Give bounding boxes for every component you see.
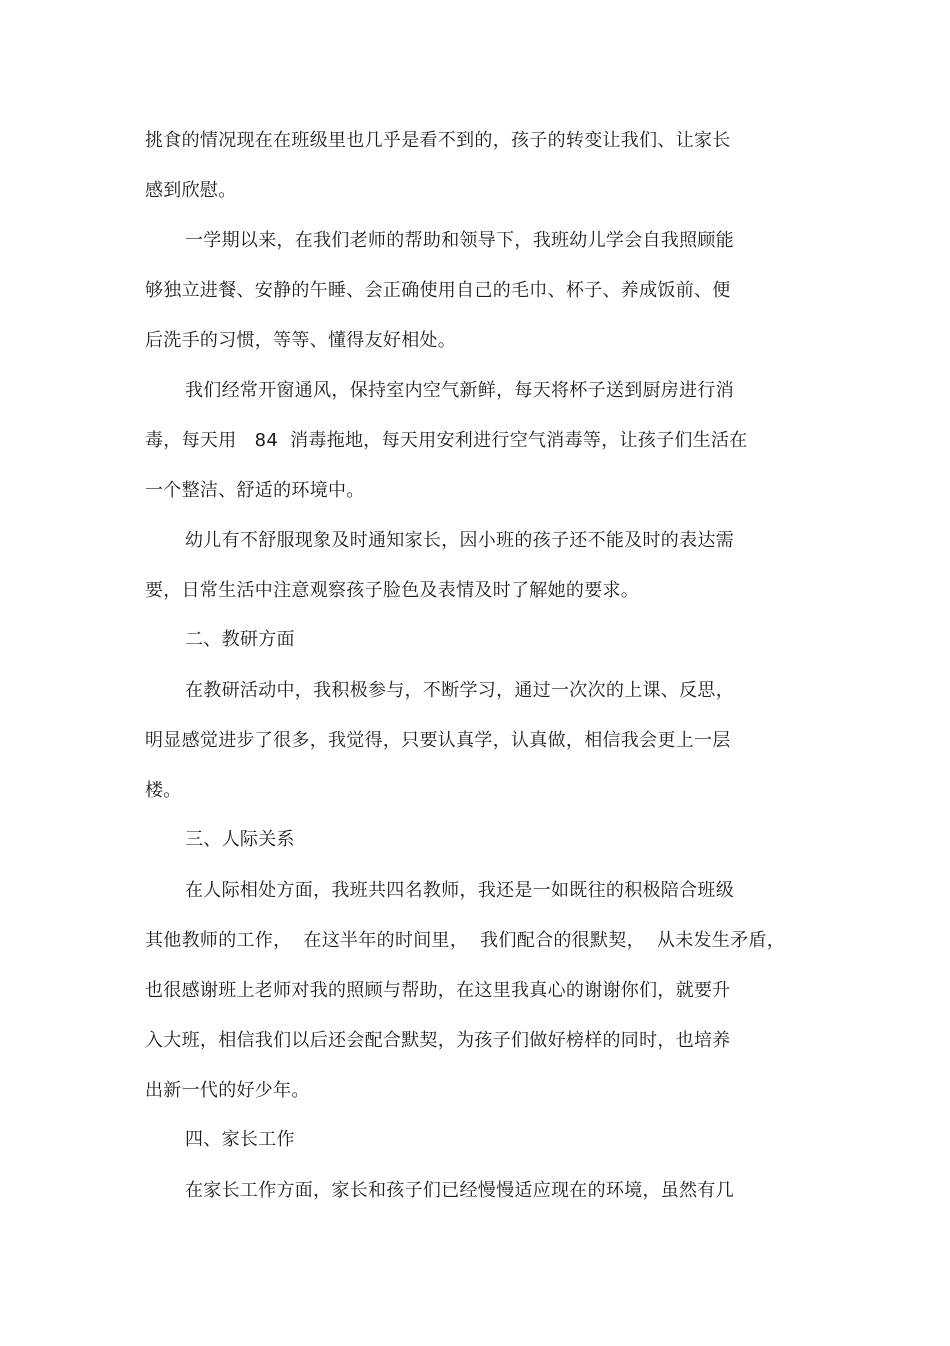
paragraph-start-line: 幼儿有不舒服现象及时通知家长，因小班的孩子还不能及时的表达需 — [185, 530, 734, 551]
paragraph-start-line: 我们经常开窗通风，保持室内空气新鲜，每天将杯子送到厨房进行消 — [185, 380, 734, 401]
text-line: 感到欣慰。 — [145, 180, 237, 201]
text-line: 够独立进餐、安静的午睡、会正确使用自己的毛巾、杯子、养成饭前、便 — [145, 280, 731, 301]
text-line: 毒，每天用 84 消毒拖地，每天用安利进行空气消毒等，让孩子们生活在 — [145, 430, 748, 451]
text-line: 要，日常生活中注意观察孩子脸色及表情及时了解她的要求。 — [145, 580, 640, 601]
text-line: 后洗手的习惯，等等、懂得友好相处。 — [145, 330, 457, 351]
paragraph-start-line: 在人际相处方面，我班共四名教师，我还是一如既往的积极陪合班级 — [185, 880, 734, 901]
text-line: 挑食的情况现在在班级里也几乎是看不到的，孩子的转变让我们、让家长 — [145, 130, 731, 151]
text-line: 入大班，相信我们以后还会配合默契，为孩子们做好榜样的同时，也培养 — [145, 1030, 731, 1051]
section-heading: 三、人际关系 — [185, 829, 295, 850]
text-line: 楼。 — [145, 780, 182, 801]
text-line: 其他教师的工作， 在这半年的时间里， 我们配合的很默契， 从未发生矛盾， — [145, 930, 786, 951]
text-line: 出新一代的好少年。 — [145, 1080, 310, 1101]
paragraph-start-line: 在教研活动中，我积极参与，不断学习，通过一次次的上课、反思， — [185, 680, 734, 701]
text-line: 一个整洁、舒适的环境中。 — [145, 480, 365, 501]
text-line: 也很感谢班上老师对我的照顾与帮助，在这里我真心的谢谢你们，就要升 — [145, 980, 731, 1001]
paragraph-start-line: 在家长工作方面，家长和孩子们已经慢慢适应现在的环境，虽然有几 — [185, 1180, 734, 1201]
section-heading: 四、家长工作 — [185, 1129, 295, 1150]
text-line: 明显感觉进步了很多，我觉得，只要认真学，认真做，相信我会更上一层 — [145, 730, 731, 751]
section-heading: 二、教研方面 — [185, 629, 295, 650]
paragraph-start-line: 一学期以来，在我们老师的帮助和领导下，我班幼儿学会自我照顾能 — [185, 230, 734, 251]
